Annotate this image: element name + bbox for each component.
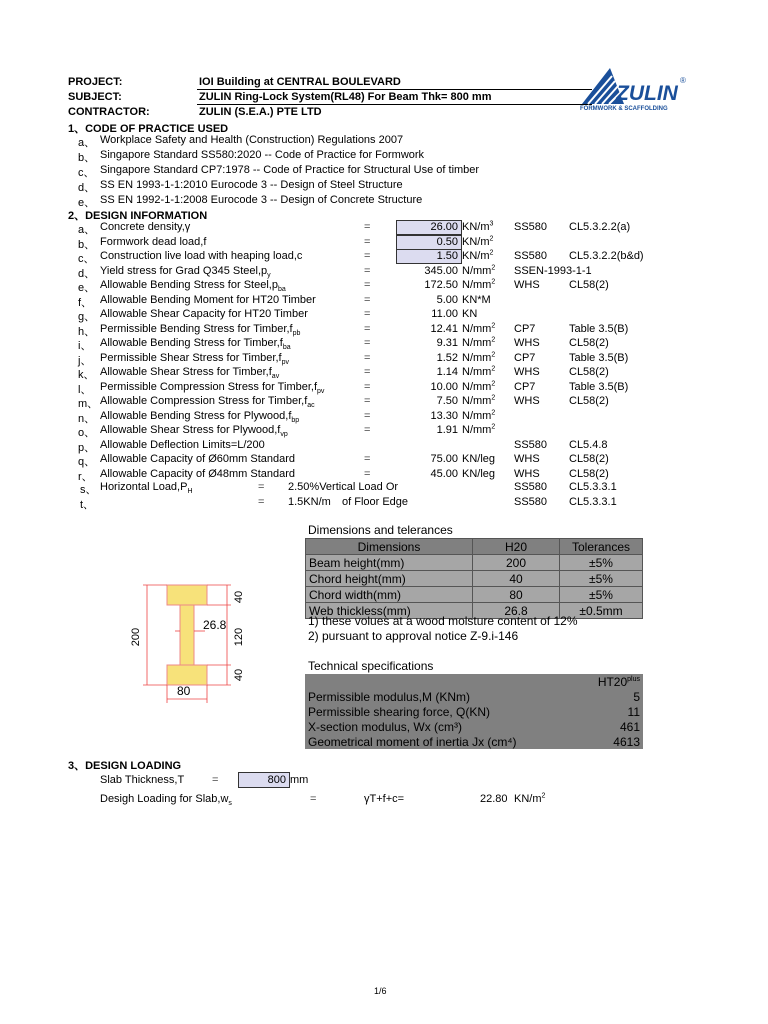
equals-sign: = — [212, 774, 219, 786]
beam-outline — [167, 585, 207, 685]
row-unit — [462, 410, 495, 422]
row-unit-text: KN*M — [462, 293, 491, 306]
equals-sign: = — [258, 496, 265, 508]
project-value: IOI Building at CENTRAL BOULEVARD — [199, 76, 401, 88]
table-header-row — [305, 674, 643, 689]
row-value: 1.91 — [436, 424, 458, 436]
row-unit — [462, 250, 493, 262]
code-text: Singapore Standard SS580:2020 -- Code of Practice for Formwork — [100, 149, 425, 161]
row-desc — [100, 381, 324, 393]
row-unit-sup: 3 — [489, 220, 494, 228]
table-header-row — [306, 539, 643, 555]
table-cell: 5 — [633, 689, 640, 704]
row-value: 1.52 — [436, 351, 458, 364]
row-desc-text: Allowable Shear Capacity for HT20 Timber — [100, 308, 308, 320]
dimensions-title: Dimensions and telerances — [308, 523, 453, 537]
row-unit — [462, 366, 495, 378]
dim-label: 40 — [233, 668, 245, 682]
table-cell: Permissible modulus,M (KNm) — [308, 689, 471, 704]
dim-label: 26.8 — [203, 618, 227, 632]
row-desc-sub: vp — [280, 431, 288, 439]
row-clause: CL58(2) — [569, 366, 609, 378]
row-clause: Table 3.5(B) — [569, 351, 629, 364]
code-index: d、 — [78, 182, 96, 194]
subject-value: ZULIN Ring-Lock System(RL48) For Beam Thk= 800 mm — [199, 91, 492, 103]
row-index: k、 — [78, 369, 95, 381]
dim-label: 40 — [233, 590, 245, 604]
table-cell: Permissible shearing force, Q(KN) — [308, 704, 491, 719]
table-cell: 40 — [473, 571, 560, 587]
row-unit-text: N/mm — [462, 337, 492, 349]
equals-sign: = — [364, 264, 371, 277]
row-index: o、 — [78, 427, 96, 439]
row-desc-sub: pb — [292, 329, 301, 337]
row-index: g、 — [78, 311, 96, 323]
table-cell: ±5% — [560, 571, 643, 587]
row-clause: CL5.4.8 — [569, 438, 608, 451]
equals-sign: = — [310, 793, 317, 805]
row-clause: CL5.3.2.2(b&d) — [569, 250, 644, 262]
row-unit — [462, 236, 493, 248]
table-cell: 26.8 — [473, 603, 560, 619]
table-cell: ±5% — [560, 587, 643, 603]
row-index: h、 — [78, 325, 96, 338]
row-desc-text: Permissible Compression Stress for Timber,f — [100, 380, 318, 393]
row-unit-sup: 2 — [491, 379, 496, 387]
equals-sign: = — [364, 395, 371, 407]
row-reference: CP7 — [514, 351, 536, 364]
row-index: a、 — [78, 224, 96, 236]
row-desc-text: Permissible Bending Stress for Timber,f — [100, 322, 293, 335]
row-unit-text: KN — [462, 308, 478, 320]
contractor-label: CONTRACTOR: — [68, 106, 150, 118]
design-load-label-sub: s — [228, 800, 232, 808]
row-desc — [100, 265, 271, 277]
table-cell: Geometrical moment of inertia Jx (cm⁴) — [308, 734, 517, 749]
row-index: q、 — [78, 456, 96, 468]
row-desc — [100, 308, 308, 320]
row-unit-text: N/mm — [462, 351, 492, 364]
row-desc — [100, 468, 295, 480]
row-desc — [100, 323, 300, 335]
row-desc-sub: ba — [282, 344, 291, 352]
dimensions-table — [305, 538, 643, 619]
code-index: a、 — [78, 137, 96, 149]
row-value: 0.50 — [436, 235, 458, 248]
divider — [197, 89, 592, 90]
row-unit-sup: 2 — [491, 365, 496, 373]
equals-sign: = — [364, 279, 371, 291]
equals-sign: = — [364, 351, 371, 364]
zulin-logo — [580, 66, 690, 120]
row-desc-text: Allowable Bending Stress for Steel,p — [100, 279, 278, 291]
row-desc-text: Allowable Shear Stress for Plywood,f — [100, 424, 281, 436]
row-unit-text: N/mm — [462, 264, 492, 277]
row-value: 1.14 — [436, 366, 458, 378]
slab-thickness-value: 800 — [267, 774, 286, 786]
row-unit-text: KN/m — [462, 221, 490, 233]
table-cell: Chord width(mm) — [306, 587, 473, 603]
row-clause: CL5.3.3.1 — [569, 481, 617, 493]
logo-text: ZULIN — [616, 82, 678, 105]
row-desc-sub: H — [187, 488, 193, 496]
row-unit — [462, 323, 495, 335]
row-desc-text: Allowable Bending Stress for Plywood,f — [100, 409, 292, 422]
row-value: 5.00 — [436, 293, 458, 306]
header-text: HT20 — [597, 674, 628, 689]
row-value: 172.50 — [424, 279, 458, 291]
row-index: m、 — [78, 398, 99, 410]
equals-sign: = — [364, 293, 371, 306]
row-desc-sub: ac — [307, 402, 315, 410]
row-value: 1.50 — [436, 250, 458, 262]
row-clause: CL58(2) — [569, 337, 609, 349]
table-note: 1) these volues at a wood molsture content of 12% — [308, 614, 578, 628]
row-unit-sup: 2 — [489, 234, 494, 242]
row-reference: SSEN-1993-1-1 — [514, 264, 592, 277]
row-clause: CL58(2) — [569, 395, 609, 407]
design-load-unit-sup: 2 — [541, 792, 546, 800]
row-unit-text: KN/leg — [462, 453, 496, 465]
project-label: PROJECT: — [68, 76, 123, 88]
page-number: 1/6 — [374, 986, 387, 996]
row-desc-text: Concrete density,γ — [100, 221, 191, 233]
dim-label: 120 — [233, 627, 245, 647]
row-value: 1.5KN/m — [288, 496, 331, 508]
row-desc-sub: y — [267, 271, 271, 279]
row-value: 10.00 — [430, 380, 458, 393]
row-unit-text: N/mm — [462, 366, 492, 378]
table-row — [305, 734, 643, 749]
row-desc — [100, 395, 315, 410]
row-value: 7.50 — [436, 395, 458, 407]
row-reference: WHS — [514, 467, 540, 480]
row-unit-text: N/mm — [462, 409, 492, 422]
row-unit-sup: 2 — [489, 249, 494, 257]
row-reference: WHS — [514, 453, 540, 465]
row-desc-sub: pv — [281, 358, 289, 366]
h20-beam-cross-section — [125, 575, 265, 705]
row-desc — [100, 250, 302, 262]
subject-label: SUBJECT: — [68, 91, 122, 103]
row-value: 345.00 — [424, 264, 458, 277]
row-desc — [100, 279, 286, 294]
row-unit-text: N/mm — [462, 424, 492, 436]
row-clause: Table 3.5(B) — [569, 380, 629, 393]
row-unit-text: N/mm — [462, 395, 492, 407]
row-reference: CP7 — [514, 322, 536, 335]
row-unit-text: KN/m — [462, 235, 490, 248]
row-unit — [462, 279, 495, 291]
row-reference: WHS — [514, 337, 540, 349]
tech-spec-table — [305, 674, 643, 749]
row-reference: SS580 — [514, 250, 548, 262]
row-unit: of Floor Edge — [342, 496, 409, 508]
row-index: i、 — [78, 340, 92, 352]
row-desc — [100, 366, 280, 381]
code-text: SS EN 1993-1-1:2010 Eurocode 3 -- Design of Steel Structure — [100, 179, 403, 191]
logo-registered: ® — [680, 76, 686, 85]
row-reference: SS580 — [514, 481, 548, 493]
equals-sign: = — [364, 337, 371, 349]
table-row — [305, 689, 643, 704]
row-desc-text: Yield stress for Grad Q345 Steel,p — [100, 264, 268, 277]
row-unit-text: N/mm — [462, 380, 492, 393]
row-unit-text: N/mm — [462, 322, 492, 335]
row-reference: SS580 — [514, 496, 548, 508]
tech-spec-title: Technical specifications — [308, 659, 434, 673]
row-index: s、 — [80, 484, 97, 496]
row-clause: CL5.3.2.2(a) — [569, 221, 631, 233]
table-cell: ±5% — [560, 555, 643, 571]
row-desc-text: Allowable Shear Stress for Timber,f — [100, 366, 272, 378]
code-index: b、 — [78, 152, 96, 164]
row-unit — [462, 468, 495, 480]
table-cell: 461 — [619, 719, 640, 734]
row-unit-text: KN/leg — [462, 467, 496, 480]
row-desc — [100, 453, 295, 465]
row-reference: CP7 — [514, 380, 536, 393]
row-index: l、 — [78, 383, 92, 396]
table-row — [305, 704, 643, 719]
slab-thickness-label: Slab Thickness,T — [100, 774, 185, 786]
row-unit — [462, 395, 495, 407]
row-desc-text: Allowable Bending Moment for HT20 Timber — [100, 293, 316, 306]
row-value: 12.41 — [430, 322, 458, 335]
row-reference: SS580 — [514, 438, 548, 451]
design-load-label — [100, 793, 232, 808]
slab-thickness-unit: mm — [290, 774, 309, 786]
row-desc — [100, 352, 289, 364]
column-header: Tolerances — [560, 539, 643, 555]
row-desc-text: Allowable Compression Stress for Timber,f — [100, 395, 308, 407]
row-index: d、 — [78, 267, 96, 280]
equals-sign: = — [364, 424, 371, 436]
row-index: n、 — [78, 412, 96, 425]
row-unit — [462, 337, 495, 349]
dim-label: 80 — [177, 684, 191, 698]
row-unit-text: KN/m — [462, 250, 490, 262]
design-load-label-text: Desigh Loading for Slab,w — [100, 793, 229, 805]
column-header: Dimensions — [306, 539, 473, 555]
contractor-value: ZULIN (S.E.A.) PTE LTD — [199, 106, 322, 118]
row-unit — [462, 221, 493, 233]
row-reference: WHS — [514, 279, 540, 291]
row-value: 9.31 — [436, 337, 458, 349]
design-load-value: 22.80 — [480, 793, 508, 805]
logo-subtitle: FORMWORK & SCAFFOLDING — [580, 106, 668, 112]
equals-sign: = — [364, 235, 371, 248]
table-row — [306, 555, 643, 571]
row-clause: CL58(2) — [569, 467, 609, 480]
row-unit-sup: 2 — [491, 408, 496, 416]
dim-label: 200 — [130, 627, 142, 647]
row-desc-text: Allowable Capacity of Ø48mm Standard — [100, 467, 296, 480]
row-desc — [100, 236, 206, 248]
row-desc-text: Formwork dead load,f — [100, 235, 207, 248]
row-reference: WHS — [514, 395, 540, 407]
row-unit-sup: 2 — [491, 336, 496, 344]
row-unit-sup: 2 — [491, 263, 496, 271]
table-cell: ±0.5mm — [560, 603, 643, 619]
row-unit-sup: 2 — [491, 423, 496, 431]
code-index: e、 — [78, 197, 96, 209]
row-clause: Table 3.5(B) — [569, 322, 629, 335]
row-value: 11.00 — [431, 308, 458, 320]
equals-sign: = — [364, 322, 371, 335]
row-index: f、 — [78, 296, 93, 309]
code-index: c、 — [78, 167, 95, 179]
table-cell: Web thickless(mm) — [306, 603, 473, 619]
row-desc-text: Allowable Capacity of Ø60mm Standard — [100, 453, 296, 465]
row-unit-sup: 2 — [491, 278, 496, 286]
row-unit-sup: 2 — [491, 321, 496, 329]
row-reference: WHS — [514, 366, 540, 378]
row-index: b、 — [78, 238, 96, 251]
equals-sign: = — [364, 221, 371, 233]
row-value: 45.00 — [430, 467, 458, 480]
table-row — [305, 719, 643, 734]
row-value: 13.30 — [430, 409, 458, 422]
divider — [197, 104, 592, 105]
table-row — [306, 587, 643, 603]
equals-sign: = — [258, 481, 265, 493]
row-unit — [462, 453, 495, 465]
row-unit-sup: 2 — [491, 394, 496, 402]
row-desc — [100, 294, 316, 306]
section-3-title: 3、DESIGN LOADING — [68, 760, 182, 772]
row-value: 26.00 — [430, 221, 458, 233]
code-text: Workplace Safety and Health (Construction) Regulations 2007 — [100, 134, 404, 146]
code-text: SS EN 1992-1-1:2008 Eurocode 3 -- Design of Concrete Structure — [100, 194, 423, 206]
row-index: r、 — [78, 470, 93, 483]
row-unit-sup: 2 — [491, 350, 496, 358]
equals-sign: = — [364, 366, 371, 378]
row-desc — [100, 424, 288, 439]
row-unit — [462, 294, 491, 306]
table-cell: 80 — [473, 587, 560, 603]
row-desc-sub: ba — [277, 286, 286, 294]
row-desc — [100, 410, 299, 422]
row-index: e、 — [78, 282, 96, 294]
row-unit — [462, 308, 477, 320]
row-desc — [100, 481, 193, 496]
equals-sign: = — [364, 380, 371, 393]
design-load-formula: γT+f+c= — [364, 793, 405, 805]
table-cell: Chord height(mm) — [306, 571, 473, 587]
row-reference: SS580 — [514, 221, 548, 233]
equals-sign: = — [364, 308, 371, 320]
column-header — [581, 674, 643, 689]
header-sup: plus — [627, 675, 640, 683]
row-desc-text: Permissible Shear Stress for Timber,f — [100, 351, 282, 364]
table-cell: X-section modulus, Wx (cm³) — [308, 719, 463, 734]
row-unit — [462, 352, 495, 364]
row-value: 75.00 — [430, 453, 458, 465]
section-1-title: 1、CODE OF PRACTICE USED — [68, 123, 229, 135]
design-load-unit — [514, 793, 545, 805]
table-cell — [305, 674, 581, 689]
row-desc-text: Construction live load with heaping load,c — [100, 250, 303, 262]
equals-sign: = — [364, 409, 371, 422]
row-unit — [462, 265, 495, 277]
table-cell: 11 — [627, 704, 640, 719]
table-note: 2) pursuant to approval notice Z-9.i-146 — [308, 629, 519, 643]
row-clause: CL58(2) — [569, 453, 609, 465]
row-desc — [100, 221, 190, 233]
row-desc — [100, 337, 291, 352]
row-desc-sub: pv — [317, 387, 325, 395]
table-cell: 200 — [473, 555, 560, 571]
row-index: t、 — [80, 499, 95, 511]
row-unit — [462, 424, 495, 436]
row-desc — [100, 439, 265, 451]
row-index: j、 — [78, 354, 92, 367]
row-index: p、 — [78, 441, 96, 454]
column-header: H20 — [473, 539, 560, 555]
section-2-title: 2、DESIGN INFORMATION — [68, 210, 208, 222]
row-unit-text: N/mm — [462, 279, 492, 291]
table-row — [306, 571, 643, 587]
row-desc-text: Horizontal Load,P — [100, 481, 188, 493]
equals-sign: = — [364, 453, 371, 465]
row-index: c、 — [78, 253, 95, 265]
table-cell: Beam height(mm) — [306, 555, 473, 571]
row-desc-sub: bp — [291, 416, 300, 424]
design-load-unit-text: KN/m — [514, 793, 542, 805]
equals-sign: = — [364, 467, 371, 480]
table-cell: 4613 — [613, 734, 640, 749]
equals-sign: = — [364, 250, 371, 262]
row-desc-text: Allowable Bending Stress for Timber,f — [100, 337, 283, 349]
row-desc-sub: av — [271, 373, 280, 381]
row-unit — [462, 381, 495, 393]
row-clause: CL5.3.3.1 — [569, 496, 617, 508]
row-desc-text: Allowable Deflection Limits=L/200 — [100, 438, 265, 451]
row-clause: CL58(2) — [569, 279, 609, 291]
row-value: 2.50%Vertical Load Or — [288, 481, 399, 493]
code-text: Singapore Standard CP7:1978 -- Code of Practice for Structural Use of timber — [100, 164, 480, 176]
